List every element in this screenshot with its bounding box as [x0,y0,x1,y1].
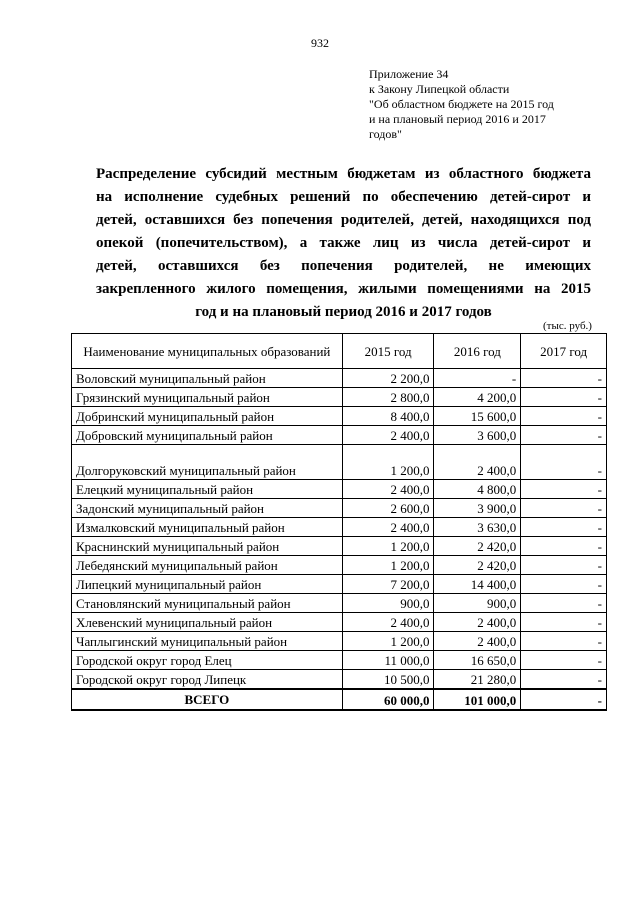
title-line: закрепленного жилого помещения, жилыми помещениями на 2015 [96,281,591,297]
cell-municipality: Долгоруковский муниципальный район [72,445,343,480]
header-2015: 2015 год [342,334,434,369]
cell-2017: - [521,613,607,632]
table-row [72,445,607,480]
cell-2016: 2 400,0 [434,445,521,480]
cell-2016: 3 630,0 [434,518,521,537]
cell-2017: - [521,670,607,690]
cell-2015: 900,0 [342,594,434,613]
cell-2015: 1 200,0 [342,445,434,480]
cell-municipality: Задонский муниципальный район [72,499,343,518]
appendix-line: к Закону Липецкой области [369,82,510,96]
cell-2015: 1 200,0 [342,556,434,575]
appendix-note [369,67,554,142]
cell-2017: - [521,426,607,445]
table-row [72,556,607,575]
cell-2015: 2 400,0 [342,518,434,537]
cell-2016: - [434,369,521,388]
cell-2015: 2 400,0 [342,613,434,632]
table-row [72,632,607,651]
total-2017: - [521,689,607,710]
cell-municipality: Грязинский муниципальный район [72,388,343,407]
table-row [72,537,607,556]
cell-2016: 14 400,0 [434,575,521,594]
appendix-line: Приложение 34 [369,67,449,81]
cell-2015: 11 000,0 [342,651,434,670]
cell-2015: 2 400,0 [342,426,434,445]
table-body [72,369,607,690]
title-line: детей, оставшихся без попечения родителей, детей, находящихся под [96,212,591,228]
cell-2017: - [521,518,607,537]
cell-2017: - [521,445,607,480]
table-row [72,407,607,426]
cell-2017: - [521,594,607,613]
table-row [72,613,607,632]
cell-2015: 2 600,0 [342,499,434,518]
appendix-line: годов" [369,127,402,141]
cell-2015: 2 800,0 [342,388,434,407]
cell-2016: 2 400,0 [434,613,521,632]
table-row [72,651,607,670]
total-row [72,689,607,710]
cell-municipality: Измалковский муниципальный район [72,518,343,537]
cell-2017: - [521,480,607,499]
cell-2017: - [521,575,607,594]
cell-municipality: Городской округ город Липецк [72,670,343,690]
title-line: детей, оставшихся без попечения родителей, не имеющих [96,258,591,274]
cell-municipality: Липецкий муниципальный район [72,575,343,594]
cell-2017: - [521,369,607,388]
page-number: 932 [311,36,329,50]
cell-municipality: Городской округ город Елец [72,651,343,670]
table-row [72,518,607,537]
table-row [72,575,607,594]
units-label: (тыс. руб.) [543,320,592,332]
table-row [72,499,607,518]
table-row [72,388,607,407]
cell-municipality: Добринский муниципальный район [72,407,343,426]
total-label: ВСЕГО [72,689,343,710]
cell-2016: 15 600,0 [434,407,521,426]
cell-2016: 2 420,0 [434,537,521,556]
cell-2016: 21 280,0 [434,670,521,690]
table-row [72,670,607,690]
cell-municipality: Хлевенский муниципальный район [72,613,343,632]
cell-2015: 8 400,0 [342,407,434,426]
cell-2017: - [521,499,607,518]
cell-2015: 2 200,0 [342,369,434,388]
document-title [96,163,591,324]
cell-municipality: Елецкий муниципальный район [72,480,343,499]
cell-municipality: Становлянский муниципальный район [72,594,343,613]
cell-2017: - [521,388,607,407]
appendix-line: и на плановый период 2016 и 2017 [369,112,546,126]
cell-2017: - [521,651,607,670]
table-row [72,369,607,388]
cell-2016: 900,0 [434,594,521,613]
table-row [72,480,607,499]
cell-2017: - [521,556,607,575]
title-line: на исполнение судебных решений по обеспечению детей-сирот и [96,189,591,205]
cell-2016: 2 400,0 [434,632,521,651]
cell-2015: 1 200,0 [342,632,434,651]
cell-2016: 3 900,0 [434,499,521,518]
cell-2015: 10 500,0 [342,670,434,690]
cell-2016: 16 650,0 [434,651,521,670]
cell-municipality: Лебедянский муниципальный район [72,556,343,575]
header-2017: 2017 год [521,334,607,369]
title-line: опекой (попечительством), а также лиц из числа детей-сирот и [96,235,591,251]
cell-2017: - [521,537,607,556]
table-row [72,594,607,613]
total-2016: 101 000,0 [434,689,521,710]
cell-2017: - [521,407,607,426]
cell-2016: 3 600,0 [434,426,521,445]
header-2016: 2016 год [434,334,521,369]
cell-2016: 2 420,0 [434,556,521,575]
table-header-row [72,334,607,369]
cell-2016: 4 800,0 [434,480,521,499]
cell-municipality: Воловский муниципальный район [72,369,343,388]
cell-2015: 2 400,0 [342,480,434,499]
title-line: год и на плановый период 2016 и 2017 годов [195,304,492,320]
cell-2015: 1 200,0 [342,537,434,556]
header-municipality: Наименование муниципальных образований [72,334,343,369]
cell-municipality: Краснинский муниципальный район [72,537,343,556]
appendix-line: "Об областном бюджете на 2015 год [369,97,554,111]
cell-2015: 7 200,0 [342,575,434,594]
table-row [72,426,607,445]
cell-municipality: Чаплыгинский муниципальный район [72,632,343,651]
cell-municipality: Добровский муниципальный район [72,426,343,445]
cell-2016: 4 200,0 [434,388,521,407]
subsidy-table [71,333,607,711]
title-line: Распределение субсидий местным бюджетам из областного бюджета [96,166,591,182]
cell-2017: - [521,632,607,651]
total-2015: 60 000,0 [342,689,434,710]
